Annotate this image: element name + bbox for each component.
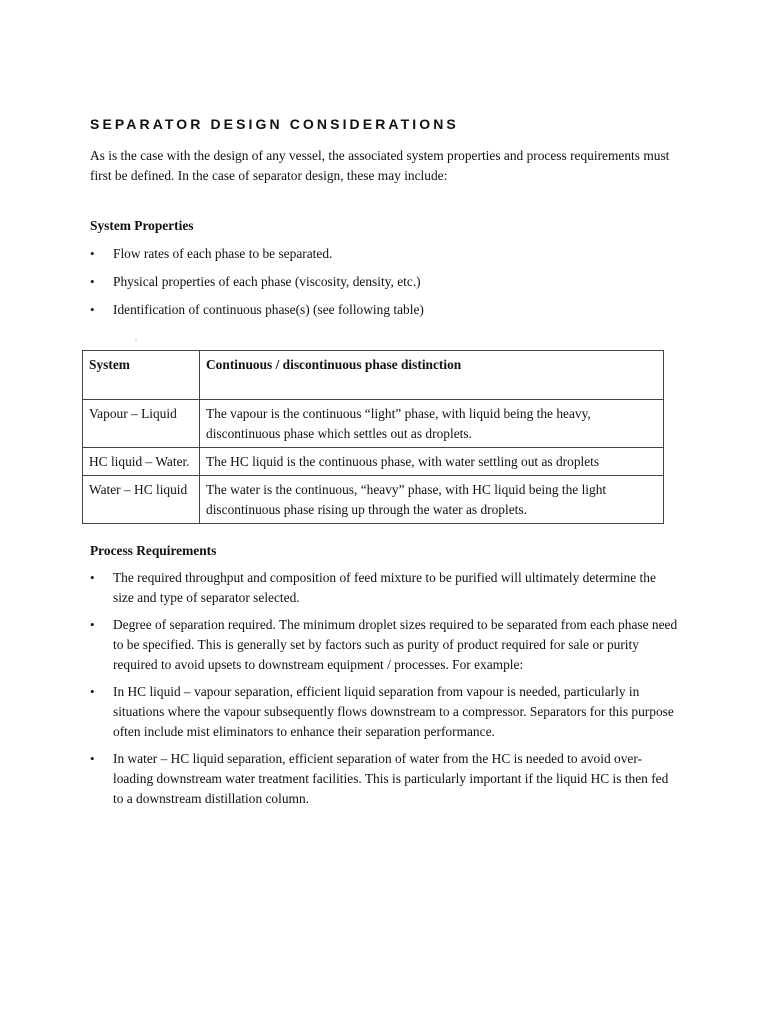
bullet-icon: • [90, 751, 95, 766]
table-row [83, 476, 664, 524]
table-cell-system: Water – HC liquid [83, 476, 200, 524]
list-item-text: In water – HC liquid separation, efficient separation of water from the HC is needed to avoid over-loading downstream water treatment facilities. This is particularly important if the liquid HC is then fed to a downstream distillation column. [113, 751, 669, 806]
phase-distinction-table [82, 350, 664, 524]
system-properties-list [90, 244, 680, 328]
list-item-text: The required throughput and composition of feed mixture to be purified will ultimately determine the size and type of separator selected. [113, 570, 656, 605]
page-heading: SEPARATOR DESIGN CONSIDERATIONS [90, 116, 459, 132]
list-item [90, 615, 680, 675]
table-cell-distinction: The water is the continuous, “heavy” phase, with HC liquid being the light discontinuous phase rising up through the water as droplets. [200, 476, 664, 524]
list-item [90, 682, 680, 742]
table-header-system: System [83, 351, 200, 400]
bullet-icon: • [90, 617, 95, 632]
bullet-icon: • [90, 246, 95, 261]
bullet-icon: • [90, 302, 95, 317]
table-row [83, 400, 664, 448]
table-row [83, 448, 664, 476]
intro-paragraph: As is the case with the design of any vessel, the associated system properties and process requirements must first be defined. In the case of separator design, these may include: [90, 148, 670, 183]
table-cell-system: Vapour – Liquid [83, 400, 200, 448]
list-item [90, 300, 680, 320]
bullet-icon: • [90, 274, 95, 289]
bullet-icon: • [90, 684, 95, 699]
table-cell-distinction: The vapour is the continuous “light” phase, with liquid being the heavy, discontinuous phase which settles out as droplets. [200, 400, 664, 448]
list-item [90, 272, 680, 292]
list-item [90, 749, 680, 809]
list-item-text: Physical properties of each phase (viscosity, density, etc.) [113, 274, 421, 289]
list-item [90, 244, 680, 264]
process-requirements-title: Process Requirements [90, 543, 217, 558]
list-item [90, 568, 680, 608]
list-item-text: Flow rates of each phase to be separated. [113, 246, 333, 261]
table-cell-distinction: The HC liquid is the continuous phase, with water settling out as droplets [200, 448, 664, 476]
process-requirements-list [90, 568, 680, 816]
system-properties-title: System Properties [90, 218, 194, 233]
list-item-text: Identification of continuous phase(s) (see following table) [113, 302, 424, 317]
bullet-icon: • [90, 570, 95, 585]
list-item-text: In HC liquid – vapour separation, efficient liquid separation from vapour is needed, particularly in situations where the vapour subsequently flows downstream to a compressor. Separators for this purpose often include mist eliminators to enhance their separation performance. [113, 684, 674, 739]
table-header-distinction: Continuous / discontinuous phase distinction [200, 351, 664, 400]
stray-mark: . [135, 333, 137, 342]
table-header-row [83, 351, 664, 400]
list-item-text: Degree of separation required. The minimum droplet sizes required to be separated from each phase need to be specified. This is generally set by factors such as purity of product required for sale or purity required to avoid upsets to downstream equipment / processes. For example: [113, 617, 678, 672]
table-cell-system: HC liquid – Water. [83, 448, 200, 476]
